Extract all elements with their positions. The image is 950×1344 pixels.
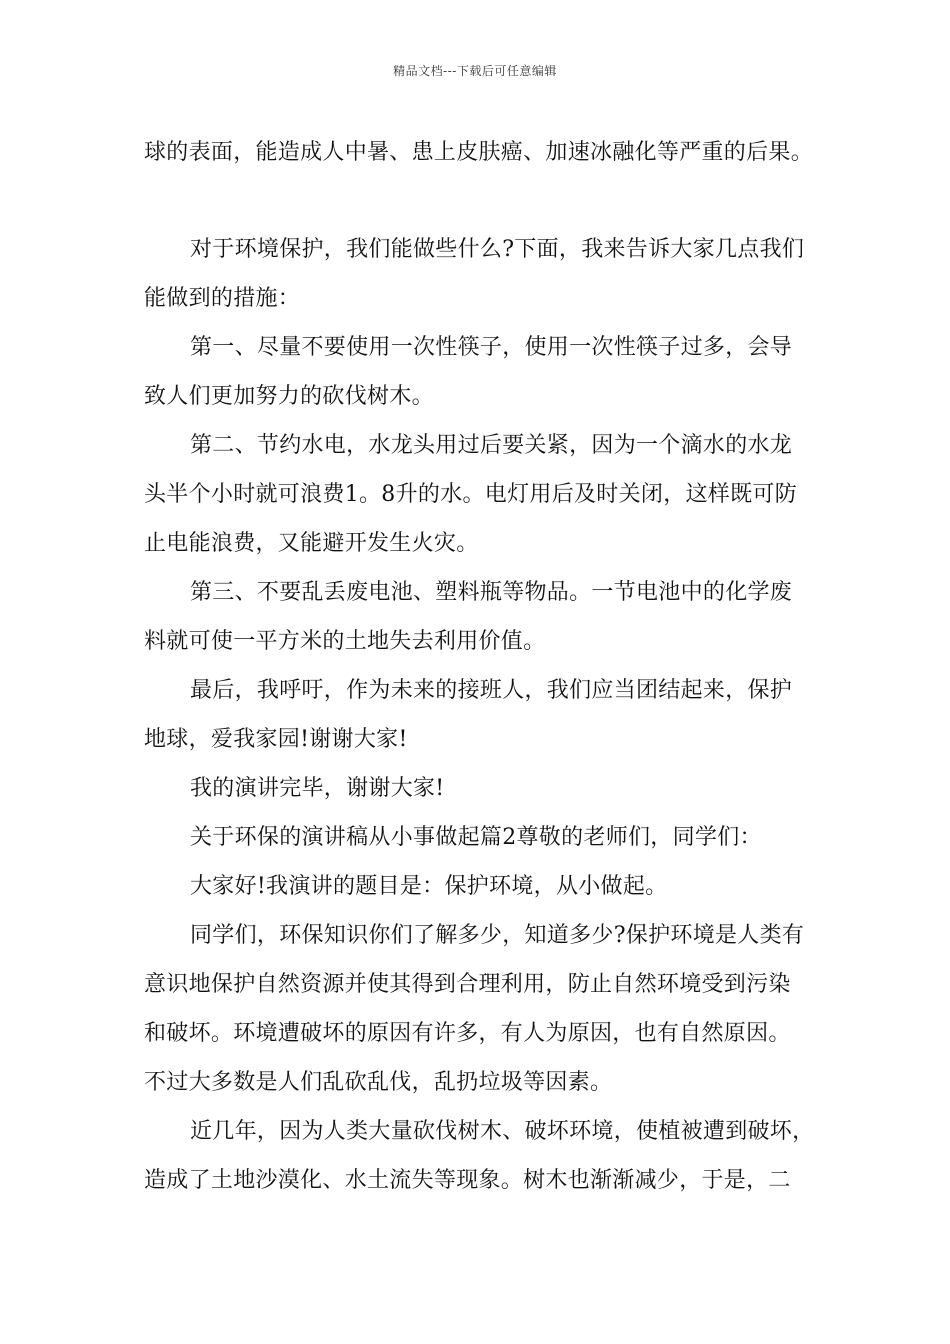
text-line: 大家好!我演讲的题目是：保护环境，从小做起。 — [190, 874, 668, 899]
text-line: 料就可使一平方米的土地失去利用价值。 — [144, 629, 546, 654]
text-line: 我的演讲完毕，谢谢大家! — [190, 776, 445, 801]
text-line: 和破坏。环境遭破坏的原因有许多，有人为原因，也有自然原因。 — [144, 1021, 791, 1046]
text-line: 止电能浪费，又能避开发生火灾。 — [144, 531, 479, 556]
text-line: 头半个小时就可浪费1。8升的水。电灯用后及时关闭，这样既可防 — [144, 482, 797, 507]
text-line: 同学们，环保知识你们了解多少，知道多少?保护环境是人类有 — [190, 923, 805, 948]
document-body — [144, 128, 816, 1205]
text-line: 意识地保护自然资源并使其得到合理利用，防止自然环境受到污染 — [144, 972, 791, 997]
text-line: 能做到的措施： — [144, 286, 301, 311]
text-line: 致人们更加努力的砍伐树木。 — [144, 384, 434, 409]
text-line: 关于环保的演讲稿从小事做起篇2尊敬的老师们，同学们： — [190, 825, 762, 850]
text-line: 对于环境保护，我们能做些什么?下面，我来告诉大家几点我们 — [190, 237, 805, 262]
text-line: 第三、不要乱丢废电池、塑料瓶等物品。一节电池中的化学废 — [190, 580, 793, 605]
text-line: 第一、尽量不要使用一次性筷子，使用一次性筷子过多，会导 — [190, 335, 793, 360]
text-line: 不过大多数是人们乱砍乱伐，乱扔垃圾等因素。 — [144, 1070, 613, 1095]
paragraph-gap — [144, 177, 816, 225]
text-line: 地球，爱我家园!谢谢大家! — [144, 727, 408, 752]
text-line: 近几年，因为人类大量砍伐树木、破坏环境，使植被遭到破坏， — [190, 1119, 815, 1144]
text-line: 造成了土地沙漠化、水土流失等现象。树木也渐渐减少，于是，二 — [144, 1168, 791, 1193]
text-line: 最后，我呼吁，作为未来的接班人，我们应当团结起来，保护 — [190, 678, 793, 703]
text-line: 球的表面，能造成人中暑、患上皮肤癌、加速冰融化等严重的后果。 — [144, 140, 814, 165]
text-line: 第二、节约水电，水龙头用过后要关紧，因为一个滴水的水龙 — [190, 433, 793, 458]
page-header: 精品文档---下载后可任意编辑 — [393, 64, 557, 78]
